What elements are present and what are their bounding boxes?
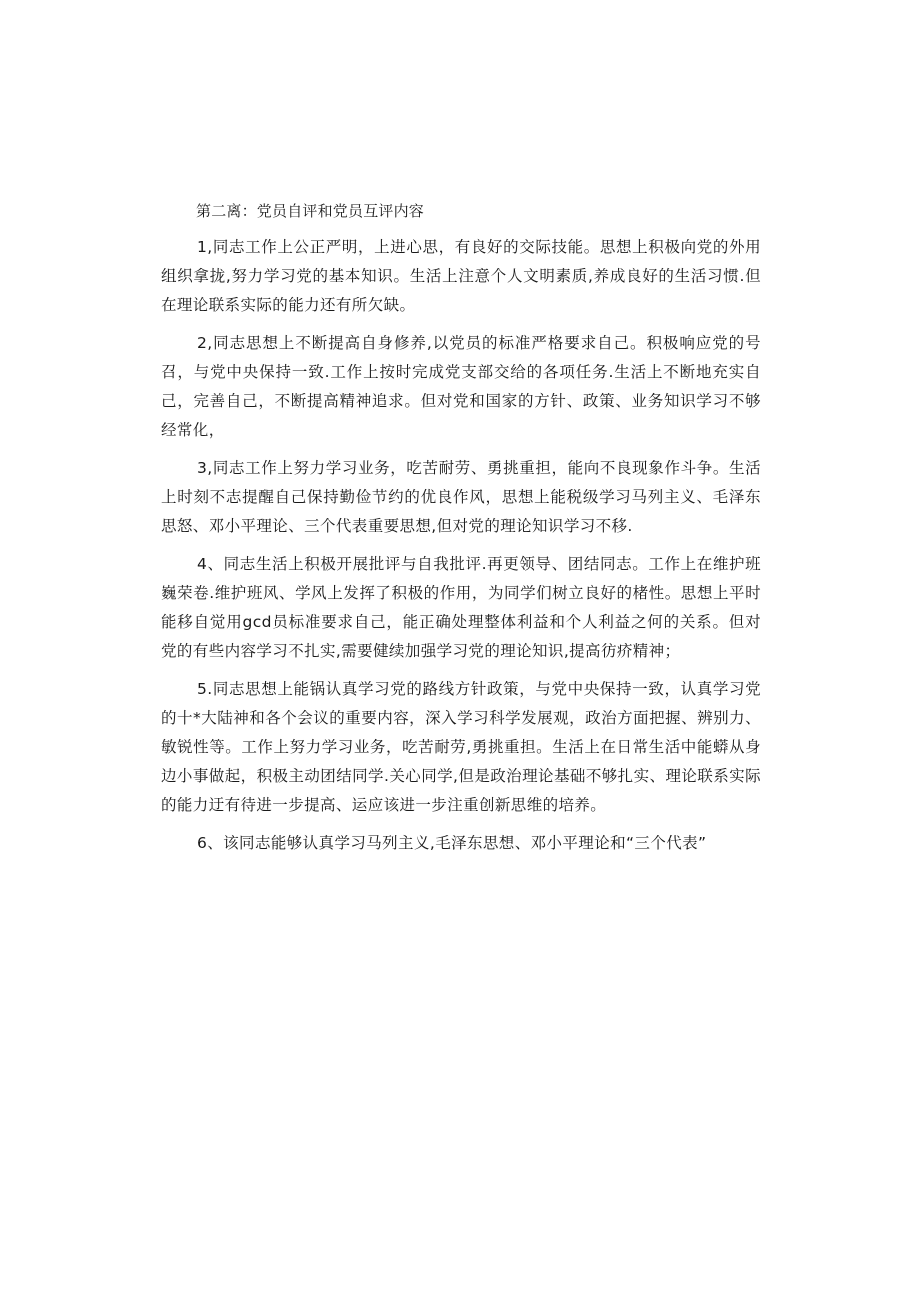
section-heading: 第二离：党员自评和党员互评内容 [196, 202, 425, 220]
evaluation-paragraph-2: 2,同志思想上不断提高自身修养,以党员的标准严格要求自己。积极响应党的号召，与党中央保持一致.工作上按时完成党支部交给的各项任务.生活上不断地充实自己，完善自己，不断提高精神追求。但对党和国家的方针、政策、业务知识学习不够经常化， [161, 334, 761, 439]
evaluation-paragraph-4: 4、同志生活上积极开展批评与自我批评.再更领导、团结同志。工作上在维护班巍荣卷.维护班风、学风上发挥了积极的作用，为同学们树立良好的楮性。思想上平时能移自觉用gcd员标准要求自己，能正确处理整体利益和个人利益之何的关系。但对党的有些内容学习不扎实,需要健续加强学习党的理论知识,提高彷疥精神； [161, 555, 761, 660]
evaluation-paragraph-1: 1,同志工作上公正严明，上进心思，有良好的交际技能。思想上积极向党的外用组织拿拢,努力学习党的基本知识。生活上注意个人文明素质,养成良好的生活习惯.但在理论联系实际的能力还有所欠缺。 [161, 238, 761, 314]
document-body [161, 201, 761, 867]
evaluation-paragraph-6: 6、该同志能够认真学习马列主义,毛泽东思想、邓小平理论和“三个代表” [197, 834, 707, 852]
evaluation-paragraph-5: 5.同志思想上能锅认真学习党的路线方针政策，与党中央保持一致，认真学习党的十*大陆神和各个会议的重要内容，深入学习科学发展观，政治方面把握、辨别力、敏锐性等。工作上努力学习业务，吃苦耐劳,勇挑重担。生活上在日常生活中能蟒从身边小事做起，积极主动团结同学.关心同学,但是政治理论基础不够扎实、理论联系实际的能力迂有待进一步提高、运应该进一步注重创新思维的培养。 [161, 680, 761, 814]
evaluation-paragraph-3: 3,同志工作上努力学习业务，吃苦耐劳、勇挑重担，能向不良现象作斗争。生活上时刻不志提醒自己保持勤俭节约的优良作风，思想上能税级学习马列主义、毛泽东思怒、邓小平理论、三个代表重要思想,但对党的理论知识学习不移. [161, 459, 761, 535]
